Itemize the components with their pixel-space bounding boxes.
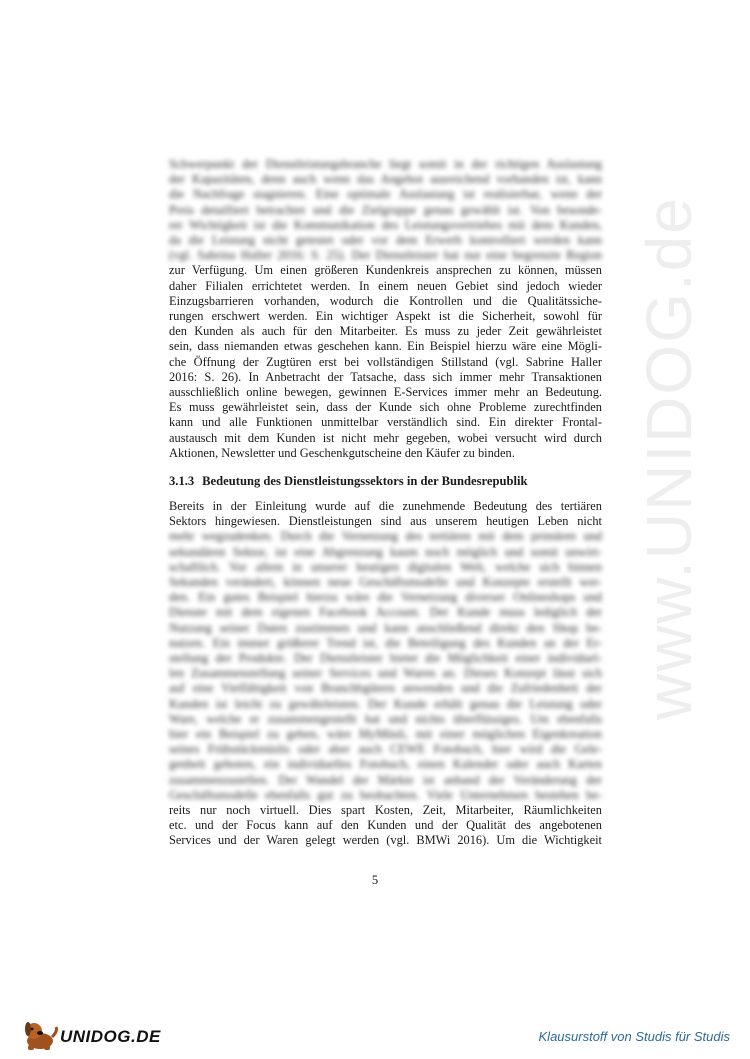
text-line: Preis detailliert betrachtet und die Zielgruppe genau gewählt ist. Von besonde-: [169, 202, 602, 217]
dog-icon: [20, 1017, 60, 1051]
text-line: der Kapazitäten, denn auch wenn das Angebot ausreichend vorhanden ist, kann: [169, 172, 602, 187]
text-line: Aktionen, Newsletter und Geschenkgutscheine den Käufer zu binden.: [169, 445, 515, 460]
text-line: kann und alle Funktionen unmittelbar verständlich sind. Ein direkter Frontal-: [169, 415, 602, 430]
paragraph-top: [169, 157, 602, 461]
blurred-text-block: [169, 157, 602, 263]
blurred-text-block: [169, 529, 602, 803]
text-line: seines Frühstückmüslis oder aber auch CEWE Fotobuch, hier wird die Gele-: [169, 742, 602, 757]
text-line: Dienste mit dem eigenen Facebook Account. Der Kunde muss lediglich der: [169, 605, 602, 620]
section-number: 3.1.3: [169, 474, 195, 488]
text-line: reits nur noch virtuell. Dies spart Kosten, Zeit, Mitarbeiter, Räumlichkeiten: [169, 803, 602, 818]
text-line: che Öffnung der Zugtüren erst bei vollständigen Stillstand (vgl. Sabrine Haller: [169, 354, 602, 369]
text-line: Nutzung seiner Daten zustimmen und kann anschließend direkt den Shop be-: [169, 620, 602, 635]
logo-text: UNIDOG.DE: [60, 1027, 161, 1046]
text-line: zusammenzustellen. Der Wandel der Märkte ist anhand der Veränderung der: [169, 772, 602, 787]
text-line: rungen erschwert werden. Ein wichtiger Aspekt ist die Sicherheit, sowohl für: [169, 309, 602, 324]
watermark-text: www.UNIDOG.de: [633, 196, 705, 720]
text-line: len Zusammenstellung seiner Services und Waren an. Dieses Konzept lässt sich: [169, 666, 602, 681]
text-line: hier ein Beispiel zu geben, wäre MyMüsli, mit einer möglichen Eigenkreation: [169, 727, 602, 742]
text-line: daher Filialen errichtetet werden. In einem neuen Gebiet sind jedoch wieder: [169, 278, 602, 293]
text-line: Es muss gewährleistet sein, dass der Kunde sich ohne Probleme zurechtfinden: [169, 400, 602, 415]
text-line: Schwerpunkt der Dienstleistungsbranche liegt somit in der richtigen Auslastung: [169, 157, 602, 171]
text-line: Geschäftsmodelle ebenfalls gut zu beobachten. Viele Unternehmen bestehen be-: [169, 787, 602, 802]
text-line: mehr wegzudenken. Durch die Vernetzung des tertiären mit dem primären und: [169, 529, 602, 544]
text-line: auf eine Vielfältigkeit von Branchbgütern anwenden und die Zufriedenheit der: [169, 681, 602, 696]
text-line: da die Leistung nicht getestet oder vor dem Erwerb kontrolliert werden kann: [169, 233, 602, 248]
text-line: genheit geboten, ein individuelles Fotobuch, einen Kalender oder auch Karten: [169, 757, 602, 772]
text-line: Sektors hingewiesen. Dienstleistungen sind aus unserem heutigen Leben nicht: [169, 514, 602, 529]
visible-text-block: [169, 499, 602, 529]
text-line: den. Ein gutes Beispiel hierzu wäre die Vernetzung diverser Onlineshops und: [169, 590, 602, 605]
text-line: nutzen. Ein immer größerer Trend ist, die Beteiligung des Kunden an der Er-: [169, 635, 602, 650]
text-line: 2016: S. 26). In Anbetracht der Tatsache, dass sich immer mehr Transaktionen: [169, 369, 602, 384]
section-body: [169, 499, 602, 849]
text-line: stellung der Produkte. Der Dienstleister bietet die Möglichkeit einer individuel-: [169, 651, 602, 666]
text-line: Ware, welche er zusammengestellt hat und nichts überflüssiges. Um ebenfalls: [169, 711, 602, 726]
unidog-logo[interactable]: [20, 1017, 160, 1051]
section-title: Bedeutung des Dienstleistungssektors in der Bundesrepublik: [202, 474, 528, 488]
text-line: austausch mit dem Kunden ist nicht mehr gegeben, wobei versucht wird durch: [169, 430, 602, 445]
text-line: (vgl. Sabrina Haller 2016: S. 25). Der Dienstleister hat nur eine begrenzte Region: [169, 248, 602, 263]
visible-text-block: [169, 803, 602, 849]
text-line: Einzugsbarrieren vorhanden, wodurch die Kontrollen und die Qualitätssiche-: [169, 293, 602, 308]
text-line: Bereits in der Einleitung wurde auf die zunehmende Bedeutung des tertiären: [169, 499, 602, 513]
footer-tagline: Klausurstoff von Studis für Studis: [538, 1029, 730, 1044]
text-line: den Kunden als auch für den Mitarbeiter. Es muss zu jeder Zeit gewährleistet: [169, 324, 602, 339]
text-line: rer Wichtigkeit ist die Kommunikation des Leistungsvertriebes mit dem Kunden,: [169, 217, 602, 232]
text-line: Sekunden verändert, können neue Geschäftsmodelle und Konzepte erstellt wer-: [169, 575, 602, 590]
section-heading: [169, 474, 602, 489]
text-line: schaftlich. Vor allem in unserer heutigen digitalen Welt, welche sich binnen: [169, 559, 602, 574]
text-line: sein, dass niemanden etwas geschehen kann. Ein Beispiel hierzu wäre eine Mögli-: [169, 339, 602, 354]
text-line: etc. und der Focus kann auf den Kunden und der Qualität des angebotenen: [169, 818, 602, 833]
page-number: 5: [371, 873, 379, 887]
text-line: die Nachfrage stagnieren. Eine optimale Auslastung ist realisierbar, wenn der: [169, 187, 602, 202]
visible-text-block: [169, 263, 602, 461]
text-line: Services und der Waren gelegt werden (vgl. BMWi 2016). Um die Wichtigkeit: [169, 833, 602, 848]
text-line: ausschließlich online bewegen, gewinnen E-Services immer mehr an Bedeutung.: [169, 385, 602, 400]
text-line: zur Verfügung. Um einen größeren Kundenkreis ansprechen zu können, müssen: [169, 263, 602, 278]
text-line: sekundären Sektor, ist eine Abgrenzung kaum noch möglich und somit unwirt-: [169, 544, 602, 559]
text-line: Kunden ist leicht zu gewährleisten. Der Kunde erhält genau die Leistung oder: [169, 696, 602, 711]
